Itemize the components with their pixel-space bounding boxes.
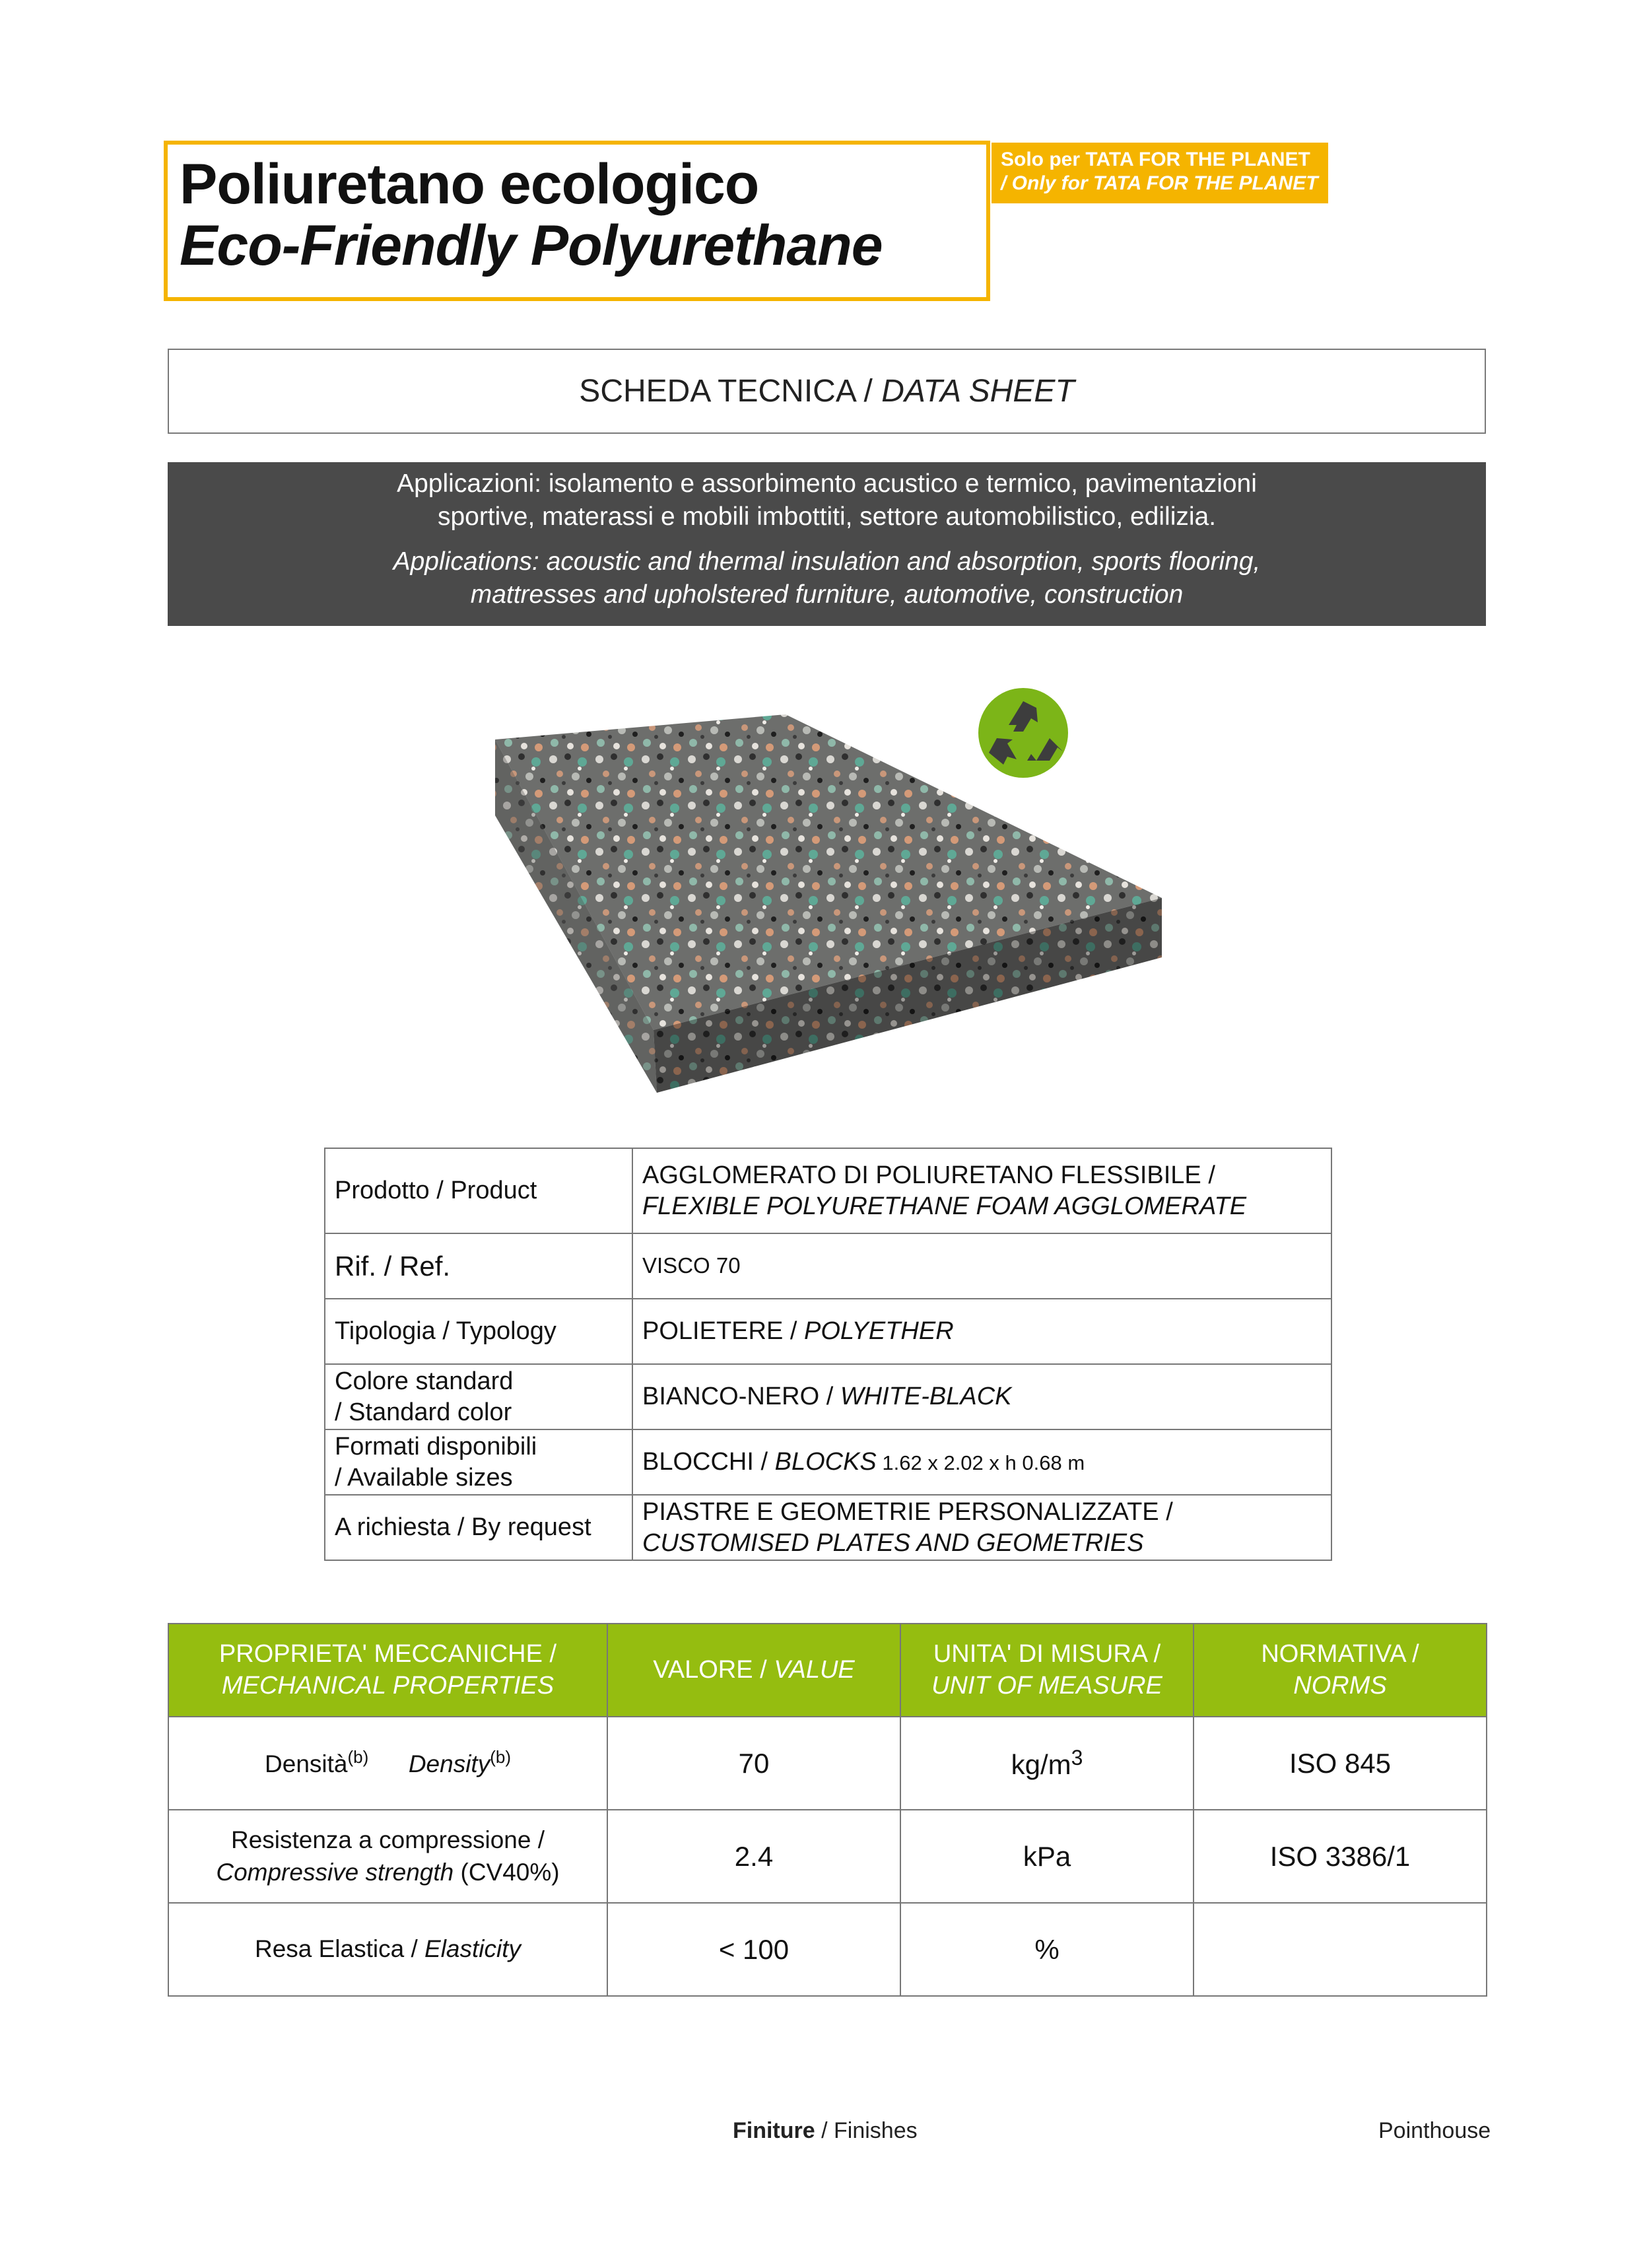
ref-value: VISCO 70	[632, 1233, 1331, 1299]
applications-en-line-1: Applications: acoustic and thermal insulation and absorption, sports flooring,	[393, 547, 1261, 576]
density-value: 70	[607, 1717, 900, 1810]
color-value-it: BIANCO-NERO /	[642, 1383, 840, 1411]
elasticity-label-it: Resa Elastica /	[254, 1935, 425, 1963]
table-row	[168, 1717, 1487, 1810]
compression-label-it: Resistenza a compressione /	[230, 1826, 545, 1854]
data-sheet-label-en: DATA SHEET	[881, 374, 1075, 409]
header-property-en: MECHANICAL PROPERTIES	[221, 1671, 555, 1700]
recycle-badge	[978, 688, 1068, 778]
table-row	[325, 1299, 1331, 1364]
exclusive-tag	[992, 143, 1328, 203]
header-unit-en: UNIT OF MEASURE	[931, 1671, 1162, 1700]
applications-banner	[168, 462, 1486, 626]
sizes-value	[632, 1429, 1331, 1495]
property-density	[168, 1717, 607, 1810]
exclusive-tag-line-en: / Only for TATA FOR THE PLANET	[1001, 172, 1318, 194]
data-sheet-label-it: SCHEDA TECNICA /	[579, 374, 882, 409]
typology-value-it: POLIETERE /	[642, 1317, 804, 1346]
density-note-en: (b)	[490, 1746, 511, 1767]
sizes-label-en: / Available sizes	[335, 1463, 513, 1492]
product-value-it: AGGLOMERATO DI POLIURETANO FLESSIBILE /	[642, 1161, 1215, 1190]
typology-value	[632, 1299, 1331, 1364]
density-label-it: Densità	[265, 1750, 348, 1777]
header-norms	[1194, 1624, 1487, 1717]
density-norm: ISO 845	[1194, 1717, 1487, 1810]
elasticity-norm	[1194, 1903, 1487, 1996]
table-row	[168, 1903, 1487, 1996]
header-property	[168, 1624, 607, 1717]
table-row	[325, 1364, 1331, 1429]
data-sheet-heading	[168, 349, 1486, 434]
density-note-it: (b)	[347, 1746, 369, 1767]
header-norms-en: NORMS	[1293, 1671, 1387, 1700]
sizes-value-it: BLOCCHI /	[642, 1448, 775, 1476]
sizes-value-dimensions: 1.62 x 2.02 x h 0.68 m	[876, 1451, 1085, 1475]
header-value-it: VALORE /	[653, 1655, 774, 1684]
product-value-en: FLEXIBLE POLYURETHANE FOAM AGGLOMERATE	[642, 1192, 1247, 1220]
request-value	[632, 1495, 1331, 1560]
request-label: A richiesta / By request	[325, 1495, 632, 1560]
footer-brand: Pointhouse	[1378, 2118, 1491, 2143]
density-unit-exponent: 3	[1071, 1746, 1083, 1770]
table-row	[325, 1429, 1331, 1495]
table-row	[325, 1148, 1331, 1233]
property-elasticity	[168, 1903, 607, 1996]
property-compressive-strength	[168, 1810, 607, 1903]
page-title-italian: Poliuretano ecologico	[180, 153, 759, 216]
request-value-en: CUSTOMISED PLATES AND GEOMETRIES	[642, 1529, 1144, 1557]
typology-label: Tipologia / Typology	[325, 1299, 632, 1364]
applications-it-line-1: Applicazioni: isolamento e assorbimento acustico e termico, pavimentazioni	[397, 469, 1257, 498]
product-table	[324, 1148, 1332, 1561]
header-norms-it: NORMATIVA /	[1261, 1640, 1419, 1668]
sizes-label	[325, 1429, 632, 1495]
header-value-en: VALUE	[774, 1655, 855, 1684]
product-label: Prodotto / Product	[325, 1148, 632, 1233]
color-label-en: / Standard color	[335, 1398, 512, 1426]
typology-value-en: POLYETHER	[803, 1317, 954, 1346]
request-value-it: PIASTRE E GEOMETRIE PERSONALIZZATE /	[642, 1498, 1173, 1527]
footer-section-rest: / Finishes	[815, 2118, 918, 2143]
exclusive-tag-line-it: Solo per TATA FOR THE PLANET	[1001, 149, 1310, 170]
elasticity-unit: %	[900, 1903, 1194, 1996]
applications-en-line-2: mattresses and upholstered furniture, automotive, construction	[470, 580, 1184, 609]
density-unit	[900, 1717, 1194, 1810]
color-label-it: Colore standard	[335, 1367, 514, 1396]
footer-section-bold: Finiture	[733, 2118, 815, 2143]
color-label	[325, 1364, 632, 1429]
product-image	[455, 660, 1201, 1122]
header-unit	[900, 1624, 1194, 1717]
applications-it-line-2: sportive, materassi e mobili imbottiti, settore automobilistico, edilizia.	[437, 502, 1217, 531]
compression-norm: ISO 3386/1	[1194, 1810, 1487, 1903]
title-box	[164, 141, 990, 301]
compression-label-suffix: (CV40%)	[454, 1858, 560, 1886]
footer-section	[733, 2118, 918, 2144]
elasticity-label-en: Elasticity	[424, 1935, 522, 1963]
sizes-value-en: BLOCKS	[774, 1448, 877, 1476]
product-value	[632, 1148, 1331, 1233]
table-header-row	[168, 1624, 1487, 1717]
color-value-en: WHITE-BLACK	[840, 1383, 1012, 1411]
color-value	[632, 1364, 1331, 1429]
density-unit-base: kg/m	[1011, 1749, 1071, 1780]
sizes-label-it: Formati disponibili	[335, 1433, 537, 1461]
table-row	[168, 1810, 1487, 1903]
compression-unit: kPa	[900, 1810, 1194, 1903]
table-row	[325, 1233, 1331, 1299]
header-property-it: PROPRIETA' MECCANICHE /	[219, 1640, 557, 1668]
compression-value: 2.4	[607, 1810, 900, 1903]
density-label-en: Density	[408, 1750, 490, 1777]
compression-label-en: Compressive strength	[216, 1858, 454, 1886]
table-row	[325, 1495, 1331, 1560]
page-title-english: Eco-Friendly Polyurethane	[180, 213, 883, 277]
header-unit-it: UNITA' DI MISURA /	[933, 1640, 1161, 1668]
ref-label: Rif. / Ref.	[325, 1233, 632, 1299]
elasticity-value: < 100	[607, 1903, 900, 1996]
header-value	[607, 1624, 900, 1717]
mechanical-properties-table	[168, 1623, 1487, 1997]
